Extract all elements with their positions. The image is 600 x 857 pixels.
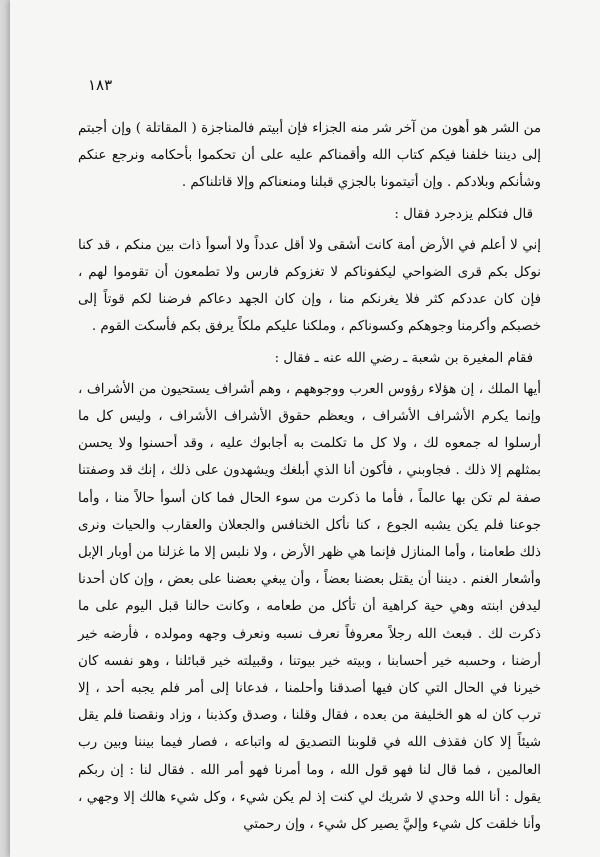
paragraph-1: من الشر هو أهون من آخر شر منه الجزاء فإن أبيتم فالمناجزة ( المقاتلة ) وإن أجبتم إلى ديننا خلفنا فيكم كتاب الله وأقمناكم عليه على أن تحكموا بأحكامه ونرجع عنكم وشأنكم وبلادكم . وإن أتيتمونا بالجزي قبلنا ومنعناكم وإلا قاتلناكم . <box>78 121 541 191</box>
page-number: ١٨٣ <box>88 76 113 94</box>
paragraph-2: إني لا أعلم في الأرض أمة كانت أشقى ولا أقل عدداً ولا أسوأ ذات بين منكم ، قد كنا نوكل بكم قرى الضواحي ليكفوناكم لا تغزوكم فارس ولا تطمعون أن تقوموا لهم ، فإن كان عددكم كثر فلا يغرنكم منا ، وإن كان الجهد دعاكم فرضنا لكم قوتاً إلى خصبكم وأكرمنا وجوهكم وكسوناكم ، وملكنا عليكم ملكاً يرفق بكم فأسكت القوم . <box>78 237 541 335</box>
paragraph-3: أيها الملك ، إن هؤلاء رؤوس العرب ووجوههم ، وهم أشراف يستحيون من الأشراف ، وإنما يكرم الأشراف الأشراف ، ويعظم حقوق الأشراف الأشراف ، وليس كل ما أرسلوا له جمعوه لك ، ولا كل ما تكلمت به أجابوك عليه ، وقد أحسنوا ولا يحسن بمثلهم إلا ذلك . فجاوبني ، فأكون أنا الذي أبلغك ويشهدون على ذلك ، إنك قد وصفتنا صفة لم تكن بها عالماً ، فأما ما ذكرت من سوء الحال فما كان أسوأ حالاً منا ، وأما جوعنا فلم يكن يشبه الجوع ، كنا نأكل الخنافس والجعلان والعقارب والحيات ونرى ذلك طعامنا ، وأما المنازل فإنما هي ظهر الأرض ، ولا نلبس إلا ما غزلنا من أوبار الإبل وأشعار الغنم . ديننا أن يقتل بعضنا بعضاً ، وأن يبغي بعضنا على بعض ، وإن كان أحدنا ليدفن ابنته وهي حية كراهية أن تأكل من طعامه ، وكانت حالنا قبل اليوم على ما ذكرت لك . فبعث الله رجلاً معروفاً نعرف نسبه ونعرف وجهه ومولده ، فأرضه خير أرضنا ، وحسبه خير أحسابنا ، وبيته خير بيوتنا ، وقبيلته خير قبائلنا ، وهو نفسه كان خيرنا في الحال التي كان فيها أصدقنا وأحلمنا ، فدعانا إلى أمر فلم يجبه أحد ، إلا ترب كان له هو الخليفة من بعده ، فقال وقلنا ، وصدق وكذبنا ، وزاد ونقصنا فلم يقل شيئاً إلا كان فقذف الله في قلوبنا التصديق له واتباعه ، فصار فيما بيننا وبين رب العالمين ، فما قال لنا فهو قول الله ، وما أمرنا فهو أمر الله . فقال لنا : إن ربكم يقول : أنا الله وحدي لا شريك لي كنت إذ لم يكن شيء ، وكل شيء هالك إلا وجهي ، وأنا خلقت كل شيء وإليَّ يصير كل شيء ، وإن رحمتي <box>78 381 541 833</box>
book-page <box>10 0 600 857</box>
heading-mughira: فقام المغيرة بن شعبة ـ رضي الله عنه ـ فقال : <box>274 350 533 366</box>
page-body <box>78 115 541 838</box>
heading-yazdegerd: قال فتكلم يزدجرد فقال : <box>394 206 533 222</box>
